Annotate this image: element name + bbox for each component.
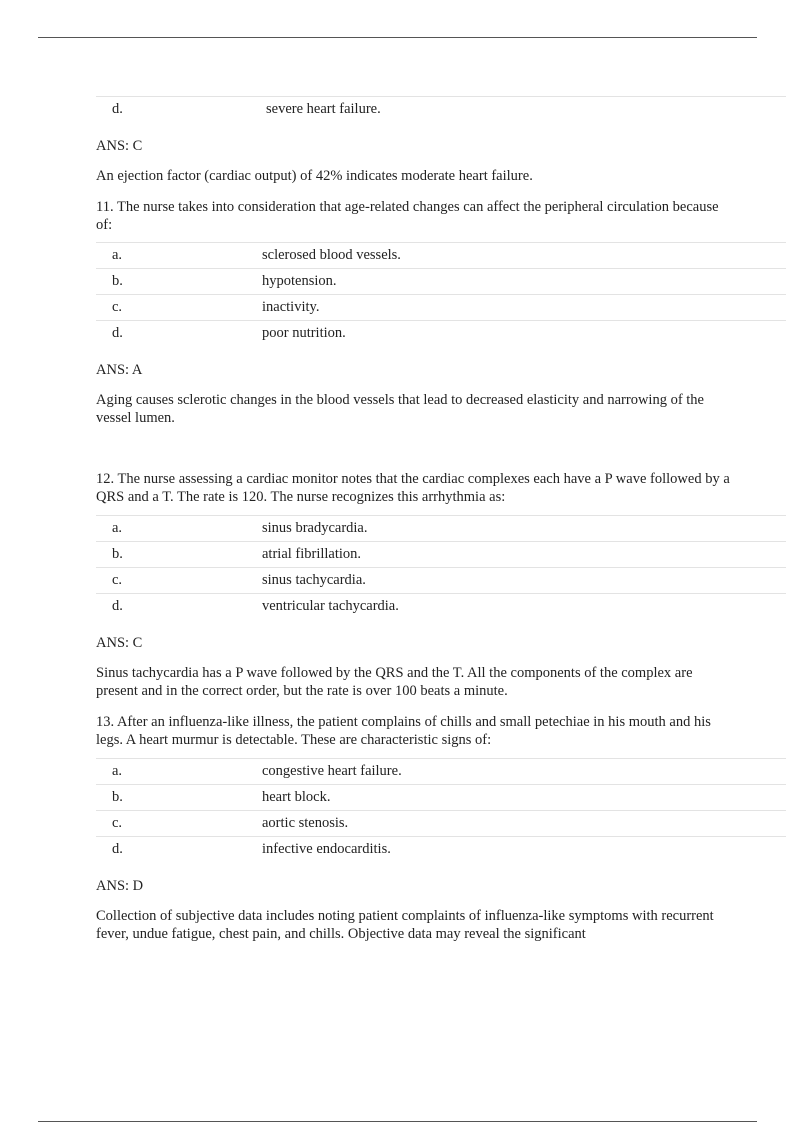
- option-letter: a.: [96, 243, 262, 269]
- option-letter: c.: [96, 811, 262, 837]
- option-row: [96, 516, 786, 542]
- option-text: atrial fibrillation.: [262, 542, 786, 568]
- option-row: [96, 568, 786, 594]
- option-text: aortic stenosis.: [262, 811, 786, 837]
- option-letter: a.: [96, 516, 262, 542]
- option-text: inactivity.: [262, 295, 786, 321]
- option-letter: d.: [96, 97, 262, 123]
- rationale-text: Collection of subjective data includes noting patient complaints of influenza-like symptoms with recurrent fever, undue fatigue, chest pain, and chills. Objective data may reveal the significant: [96, 908, 714, 942]
- option-text: sinus tachycardia.: [262, 568, 786, 594]
- options-table: [96, 758, 786, 862]
- question-text: After an influenza-like illness, the patient complains of chills and small petechiae in his mouth and his legs. A heart murmur is detectable. These are characteristic signs of:: [96, 714, 711, 748]
- question-text: The nurse assessing a cardiac monitor notes that the cardiac complexes each have a P wave followed by a QRS and a T. The rate is 120. The nurse recognizes this arrhythmia as:: [96, 471, 730, 505]
- option-letter: b.: [96, 785, 262, 811]
- options-table: [96, 515, 786, 619]
- rationale-text: An ejection factor (cardiac output) of 42% indicates moderate heart failure.: [96, 168, 533, 184]
- rationale-text: Sinus tachycardia has a P wave followed by the QRS and the T. All the components of the complex are present and in the correct order, but the rate is over 100 beats a minute.: [96, 665, 693, 699]
- page-content: [96, 96, 786, 943]
- options-table: [96, 242, 786, 346]
- option-row: [96, 785, 786, 811]
- option-text: poor nutrition.: [262, 321, 786, 347]
- option-letter: d.: [96, 594, 262, 620]
- answer-label: ANS: C: [96, 635, 143, 651]
- option-text: severe heart failure.: [262, 97, 786, 123]
- option-row: [96, 759, 786, 785]
- option-text: sclerosed blood vessels.: [262, 243, 786, 269]
- answer-label: ANS: A: [96, 362, 143, 378]
- question-number: 12.: [96, 471, 115, 487]
- option-row: [96, 811, 786, 837]
- option-text: ventricular tachycardia.: [262, 594, 786, 620]
- option-row: [96, 837, 786, 863]
- option-row: [96, 594, 786, 620]
- question-number: 11.: [96, 199, 114, 215]
- question-stem: [96, 713, 736, 749]
- option-letter: a.: [96, 759, 262, 785]
- rationale-text: Aging causes sclerotic changes in the blood vessels that lead to decreased elasticity and narrowing of the vessel lumen.: [96, 392, 704, 426]
- answer-label: ANS: D: [96, 878, 144, 894]
- option-row: [96, 97, 786, 123]
- option-letter: d.: [96, 837, 262, 863]
- option-row: [96, 243, 786, 269]
- option-text: sinus bradycardia.: [262, 516, 786, 542]
- option-text: infective endocarditis.: [262, 837, 786, 863]
- option-row: [96, 295, 786, 321]
- option-row: [96, 269, 786, 295]
- question-text: The nurse takes into consideration that age-related changes can affect the peripheral circulation because of:: [96, 199, 719, 233]
- option-text: heart block.: [262, 785, 786, 811]
- option-letter: c.: [96, 568, 262, 594]
- option-text: hypotension.: [262, 269, 786, 295]
- option-letter: d.: [96, 321, 262, 347]
- option-letter: b.: [96, 269, 262, 295]
- header-rule: [38, 37, 757, 38]
- option-text: congestive heart failure.: [262, 759, 786, 785]
- option-row: [96, 542, 786, 568]
- question-stem: [96, 470, 736, 506]
- option-row: [96, 321, 786, 347]
- answer-label: ANS: C: [96, 138, 143, 154]
- option-letter: b.: [96, 542, 262, 568]
- option-letter: c.: [96, 295, 262, 321]
- footer-rule: [38, 1121, 757, 1122]
- question-number: 13.: [96, 714, 115, 730]
- question-stem: [96, 198, 736, 234]
- prev-options-table: [96, 96, 786, 122]
